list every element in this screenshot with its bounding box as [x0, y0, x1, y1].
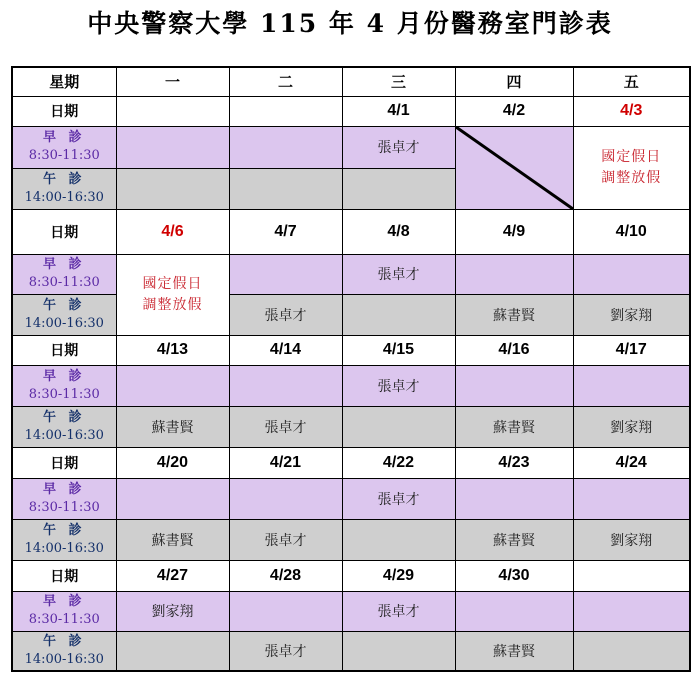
pm-row — [12, 519, 690, 560]
pm-label-text: 午 診 — [42, 409, 86, 425]
am-cell — [573, 254, 690, 294]
date-row — [12, 560, 690, 591]
am-cell — [229, 365, 342, 406]
date-cell: 4/16 — [455, 335, 573, 365]
date-cell — [229, 96, 342, 126]
pm-cell — [342, 519, 455, 560]
am-cell — [116, 478, 229, 519]
am-cell — [229, 254, 342, 294]
am-time-text: 8:30-11:30 — [28, 148, 100, 164]
am-time-text: 8:30-11:30 — [28, 275, 100, 290]
closed-diagonal-cell — [455, 126, 573, 209]
date-cell: 4/13 — [116, 335, 229, 365]
pm-time-text: 14:00-16:30 — [24, 189, 104, 205]
pm-cell: 劉家翔 — [573, 406, 690, 447]
date-cell: 4/15 — [342, 335, 455, 365]
pm-cell — [116, 631, 229, 671]
am-cell — [229, 478, 342, 519]
pm-cell: 蘇書賢 — [455, 519, 573, 560]
date-label: 日期 — [12, 560, 116, 591]
weekday-mon: 一 — [116, 67, 229, 96]
am-cell: 張卓才 — [342, 591, 455, 631]
pm-cell — [573, 631, 690, 671]
pm-time-text: 14:00-16:30 — [24, 540, 104, 556]
holiday-line2: 調整放假 — [601, 169, 662, 186]
pm-row — [12, 294, 690, 335]
am-row — [12, 254, 690, 294]
am-row — [12, 591, 690, 631]
date-row — [12, 96, 690, 126]
date-label: 日期 — [12, 96, 116, 126]
date-cell: 4/9 — [455, 209, 573, 254]
am-time-text: 8:30-11:30 — [28, 612, 100, 627]
am-label-text: 早 診 — [42, 130, 86, 146]
holiday-line1: 國定假日 — [601, 148, 662, 165]
date-cell: 4/27 — [116, 560, 229, 591]
pm-cell: 張卓才 — [229, 406, 342, 447]
date-row — [12, 447, 690, 478]
weekday-wed: 三 — [342, 67, 455, 96]
holiday-cell — [116, 254, 229, 335]
date-cell: 4/22 — [342, 447, 455, 478]
am-time-text: 8:30-11:30 — [28, 499, 100, 515]
pm-cell: 蘇書賢 — [455, 631, 573, 671]
date-cell: 4/10 — [573, 209, 690, 254]
pm-session-label — [12, 294, 116, 335]
pm-row — [12, 406, 690, 447]
am-row — [12, 126, 690, 169]
date-cell: 4/7 — [229, 209, 342, 254]
pm-cell — [342, 631, 455, 671]
holiday-line1: 國定假日 — [142, 275, 203, 292]
date-cell — [573, 560, 690, 591]
date-label: 日期 — [12, 447, 116, 478]
am-cell — [573, 591, 690, 631]
am-time-text: 8:30-11:30 — [28, 386, 100, 402]
pm-session-label — [12, 169, 116, 210]
am-session-label — [12, 591, 116, 631]
header-row — [12, 67, 690, 96]
am-cell — [455, 478, 573, 519]
pm-cell: 蘇書賢 — [116, 406, 229, 447]
am-cell: 張卓才 — [342, 254, 455, 294]
am-label-text: 早 診 — [42, 257, 86, 272]
am-cell — [229, 591, 342, 631]
am-row — [12, 365, 690, 406]
date-cell: 4/1 — [342, 96, 455, 126]
date-cell — [116, 96, 229, 126]
date-cell-holiday: 4/6 — [116, 209, 229, 254]
pm-cell: 劉家翔 — [573, 294, 690, 335]
clinic-schedule-table — [11, 66, 691, 672]
holiday-cell — [573, 126, 690, 209]
pm-time-text: 14:00-16:30 — [24, 427, 104, 443]
weekday-header-label: 星期 — [12, 67, 116, 96]
date-cell: 4/8 — [342, 209, 455, 254]
am-label-text: 早 診 — [42, 368, 86, 384]
am-cell — [116, 126, 229, 169]
date-label: 日期 — [12, 335, 116, 365]
pm-session-label — [12, 406, 116, 447]
date-cell: 4/24 — [573, 447, 690, 478]
date-cell: 4/21 — [229, 447, 342, 478]
pm-row — [12, 631, 690, 671]
date-cell: 4/20 — [116, 447, 229, 478]
date-cell: 4/30 — [455, 560, 573, 591]
pm-session-label — [12, 519, 116, 560]
pm-time-text: 14:00-16:30 — [24, 315, 104, 331]
holiday-line2: 調整放假 — [142, 296, 203, 313]
weekday-thu: 四 — [455, 67, 573, 96]
am-cell: 劉家翔 — [116, 591, 229, 631]
am-cell — [455, 591, 573, 631]
date-label: 日期 — [12, 209, 116, 254]
pm-cell — [342, 169, 455, 210]
date-cell: 4/17 — [573, 335, 690, 365]
pm-label-text: 午 診 — [42, 522, 86, 538]
am-label-text: 早 診 — [42, 481, 86, 497]
pm-cell — [342, 294, 455, 335]
am-cell — [229, 126, 342, 169]
am-session-label — [12, 478, 116, 519]
am-row — [12, 478, 690, 519]
pm-cell: 蘇書賢 — [116, 519, 229, 560]
weekday-fri: 五 — [573, 67, 690, 96]
date-cell: 4/29 — [342, 560, 455, 591]
am-session-label — [12, 126, 116, 169]
am-session-label — [12, 254, 116, 294]
pm-session-label — [12, 631, 116, 671]
am-cell — [573, 365, 690, 406]
am-cell: 張卓才 — [342, 365, 455, 406]
date-cell: 4/14 — [229, 335, 342, 365]
am-label-text: 早 診 — [42, 594, 86, 609]
date-row — [12, 335, 690, 365]
pm-time-text: 14:00-16:30 — [24, 651, 104, 667]
pm-cell: 蘇書賢 — [455, 406, 573, 447]
pm-cell — [116, 169, 229, 210]
am-cell — [455, 365, 573, 406]
date-cell: 4/2 — [455, 96, 573, 126]
pm-cell — [342, 406, 455, 447]
am-cell: 張卓才 — [342, 478, 455, 519]
pm-cell: 劉家翔 — [573, 519, 690, 560]
diagonal-slash-icon — [456, 127, 573, 209]
page-title: 中央警察大學 115 年 4 月份醫務室門診表 — [87, 9, 613, 38]
date-cell: 4/23 — [455, 447, 573, 478]
pm-label-text: 午 診 — [42, 297, 86, 313]
date-cell: 4/28 — [229, 560, 342, 591]
pm-label-text: 午 診 — [42, 171, 86, 187]
pm-cell: 蘇書賢 — [455, 294, 573, 335]
pm-label-text: 午 診 — [42, 633, 86, 649]
pm-cell — [229, 169, 342, 210]
am-session-label — [12, 365, 116, 406]
pm-cell: 張卓才 — [229, 631, 342, 671]
am-cell — [116, 365, 229, 406]
am-cell — [573, 478, 690, 519]
am-cell — [455, 254, 573, 294]
pm-cell: 張卓才 — [229, 294, 342, 335]
weekday-tue: 二 — [229, 67, 342, 96]
pm-cell: 張卓才 — [229, 519, 342, 560]
date-row — [12, 209, 690, 254]
am-cell: 張卓才 — [342, 126, 455, 169]
date-cell-holiday: 4/3 — [573, 96, 690, 126]
